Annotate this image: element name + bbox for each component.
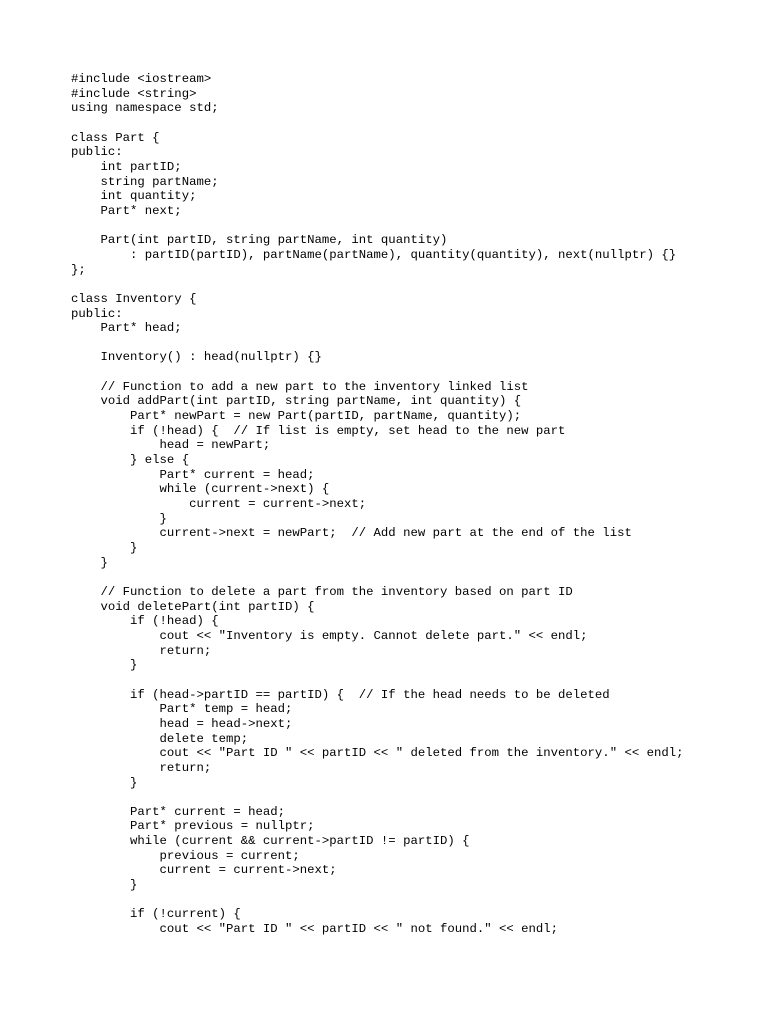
code-line: }; bbox=[71, 262, 86, 277]
code-line: } bbox=[71, 878, 138, 893]
code-line: if (head->partID == partID) { // If the head needs to be deleted bbox=[71, 687, 610, 702]
code-line: Part* head; bbox=[71, 321, 182, 336]
code-line: int partID; bbox=[71, 159, 182, 174]
code-line: return; bbox=[71, 643, 212, 658]
code-line bbox=[71, 277, 684, 292]
code-line: previous = current; bbox=[71, 848, 300, 863]
code-line: delete temp; bbox=[71, 731, 249, 746]
code-line: current = current->next; bbox=[71, 863, 337, 878]
code-line: public: bbox=[71, 145, 123, 160]
code-line bbox=[71, 790, 684, 805]
code-line: int quantity; bbox=[71, 189, 197, 204]
code-line: } bbox=[71, 541, 138, 555]
code-line: return; bbox=[71, 760, 212, 775]
code-line: if (!head) { bbox=[71, 614, 219, 629]
code-line: cout << "Inventory is empty. Cannot delete part." << endl; bbox=[71, 628, 588, 643]
code-line: // Function to add a new part to the inventory linked list bbox=[71, 379, 529, 394]
code-line: } bbox=[71, 775, 138, 790]
code-line bbox=[71, 219, 684, 234]
code-line: } bbox=[71, 511, 167, 526]
code-line: while (current && current->partID != partID) { bbox=[71, 834, 470, 849]
code-line: current = current->next; bbox=[71, 497, 367, 512]
code-line: #include <string> bbox=[71, 86, 197, 101]
code-line: Part* next; bbox=[71, 203, 182, 218]
code-line: class Part { bbox=[71, 130, 160, 145]
code-line: public: bbox=[71, 306, 123, 321]
code-line: if (!current) { bbox=[71, 907, 241, 922]
code-line bbox=[71, 365, 684, 380]
code-line: head = head->next; bbox=[71, 716, 293, 731]
code-line: void addPart(int partID, string partName, int quantity) { bbox=[71, 394, 522, 409]
code-line: Inventory() : head(nullptr) {} bbox=[71, 350, 322, 365]
code-line: Part* current = head; bbox=[71, 467, 315, 482]
code-line: // Function to delete a part from the inventory based on part ID bbox=[71, 584, 573, 599]
code-line: Part(int partID, string partName, int quantity) bbox=[71, 233, 448, 248]
code-line: Part* previous = nullptr; bbox=[71, 819, 315, 834]
code-line: void deletePart(int partID) { bbox=[71, 599, 315, 614]
code-line: } bbox=[71, 658, 138, 673]
code-line bbox=[71, 336, 684, 351]
code-block bbox=[71, 72, 684, 937]
code-line: string partName; bbox=[71, 174, 219, 189]
code-line: Part* temp = head; bbox=[71, 702, 293, 717]
code-line: if (!head) { // If list is empty, set head to the new part bbox=[71, 423, 566, 438]
code-line: } bbox=[71, 555, 108, 570]
code-line: #include <iostream> bbox=[71, 72, 212, 86]
code-line: cout << "Part ID " << partID << " not found." << endl; bbox=[71, 922, 559, 937]
code-line bbox=[71, 673, 684, 688]
code-line bbox=[71, 116, 684, 131]
code-line bbox=[71, 893, 684, 908]
code-line: class Inventory { bbox=[71, 291, 197, 306]
code-line: head = newPart; bbox=[71, 438, 271, 453]
code-line: : partID(partID), partName(partName), quantity(quantity), next(nullptr) {} bbox=[71, 247, 677, 262]
code-line: Part* current = head; bbox=[71, 804, 286, 819]
code-line: } else { bbox=[71, 453, 190, 468]
code-line: Part* newPart = new Part(partID, partName, quantity); bbox=[71, 409, 522, 424]
code-line: cout << "Part ID " << partID << " deleted from the inventory." << endl; bbox=[71, 746, 684, 761]
code-line bbox=[71, 570, 684, 585]
code-line: current->next = newPart; // Add new part at the end of the list bbox=[71, 526, 632, 541]
code-line: using namespace std; bbox=[71, 101, 219, 116]
code-line: while (current->next) { bbox=[71, 482, 330, 497]
